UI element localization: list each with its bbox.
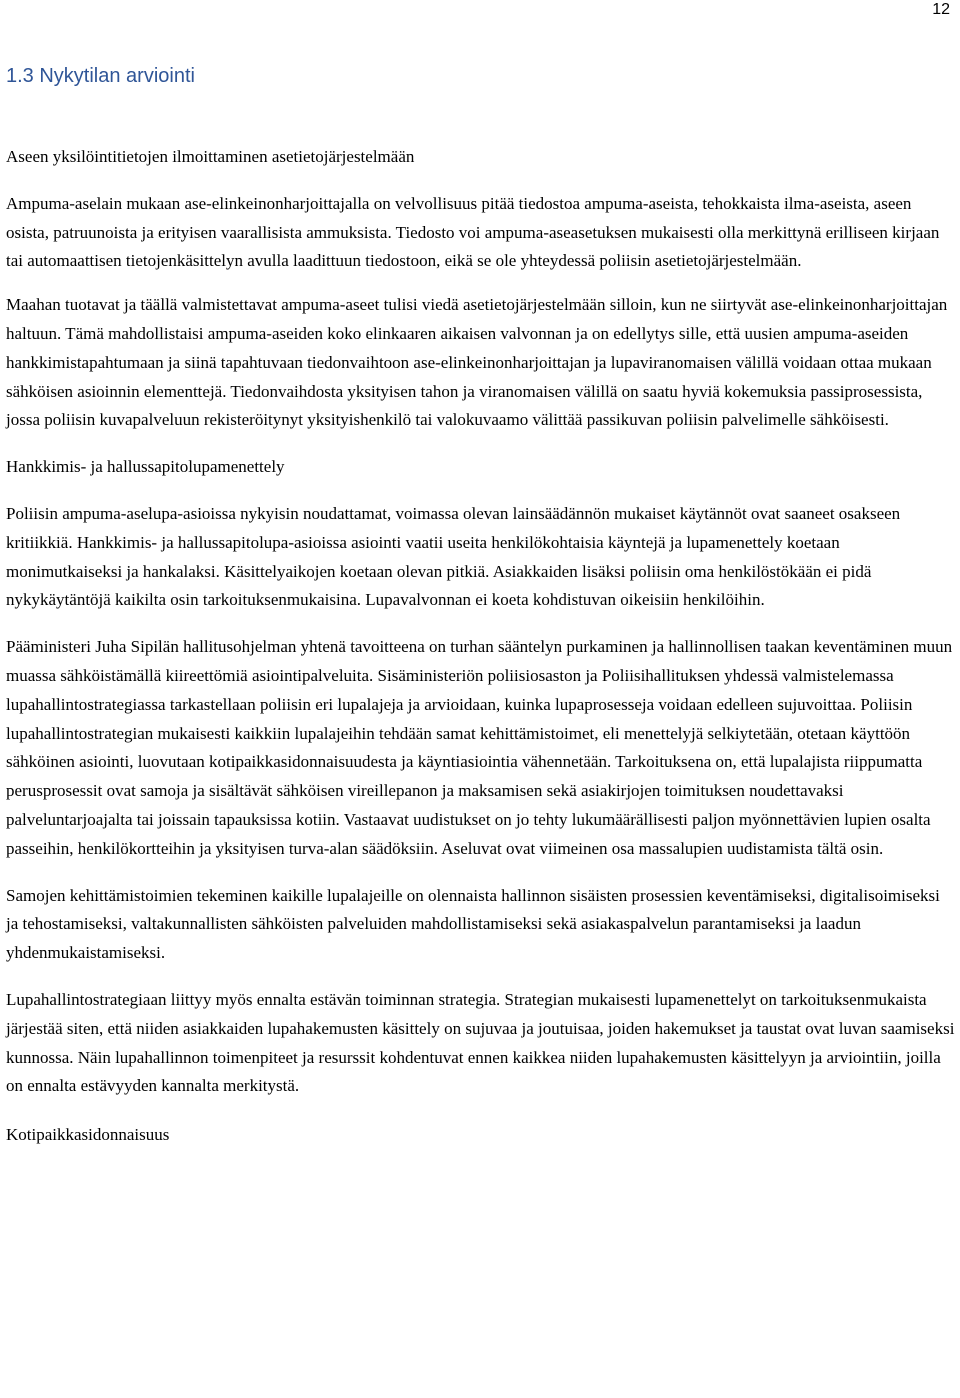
paragraph-permit-criticism: Poliisin ampuma-aselupa-asioissa nykyisin noudattamat, voimassa olevan lainsäädännön mukaiset käytännöt ovat saaneet osakseen kritiikkiä. Hankkimis- ja hallussapitolupa-asioissa asiointi vaatii useita henkilökohtaisia käyntejä ja lupamenettely koetaan monimutkaiseksi ja hankalaksi. Käsittelyaikojen koetaan olevan pitkiä. Asiakkaiden lisäksi poliisin oma henkilöstökään ei pidä nykykäytäntöjä kaikilta osin tarkoituksenmukaisina. Lupavalvonnan ei koeta kohdistuvan oikeisiin henkilöihin. [6, 503, 901, 610]
paragraph-government-programme: Pääministeri Juha Sipilän hallitusohjelman yhtenä tavoitteena on turhan sääntelyn purkaminen ja hallinnollisen taakan keventäminen muun muassa sähköistämällä kiireettömiä asiointipalveluita. Sisäministeriön poliisiosaston ja Poliisihallituksen yhdessä valmistelemassa lupahallintostrategiassa tarkastellaan poliisin eri lupalajeja ja arvioidaan, kuinka lupaprosesseja voidaan edelleen sujuvoittaa. Poliisin lupahallintostrategian mukaisesti kaikkiin lupalajeihin tehdään samat kehittämistoimet, eli menettelyjä selkiytetään, otetaan käyttöön sähköinen asiointi, luovutaan kotipaikkasidonnaisuudesta ja käyntiasiointia vähennetään. Tarkoituksena on, että lupalajista riippumatta perusprosessit ovat samoja ja sisältävät sähköisen vireillepanon ja maksamisen sekä asiakirjojen toimituksen noudettavaksi palveluntarjoajalta tai joissain tapauksissa kotiin. Vastaavat uudistukset on jo tehty lukumäärällisesti paljon myönnettävien lupien osalta passeihin, henkilökortteihin ja yksityisen turva-alan säädöksiin. Aseluvat ovat viimeinen osa massalupien uudistamista tältä osin. [6, 637, 953, 858]
subheading-domicile: Kotipaikkasidonnaisuus [6, 1125, 170, 1145]
paragraph-firearms-dealer-records: Ampuma-aselain mukaan ase-elinkeinonharjoittajalla on velvollisuus pitää tiedostoa ampuma-aseista, tehokkaista ilma-aseista, aseen osista, patruunoista ja erityisen vaarallisista ammuksista. Tiedosto voi ampuma-aseasetuksen mukaisesti olla merkittynä erilliseen kirjaan tai automaattisen tietojenkäsittelyn avulla laadittuun tiedostoon, eikä se ole yhteydessä poliisin asetietojärjestelmään. [6, 193, 940, 271]
document-body [6, 143, 956, 1150]
paragraph-preventive-strategy: Lupahallintostrategiaan liittyy myös ennalta estävän toiminnan strategia. Strategian mukaisesti lupamenettelyt on tarkoituksenmukaista järjestää siten, että niiden asiakkaiden lupahakemusten käsittely on sujuvaa ja joutuisaa, joiden hakemukset ja taustat ovat luvan saamiseksi kunnossa. Näin lupahallinnon toimenpiteet ja resurssit kohdentuvat ennen kaikkea niiden lupahakemusten käsittelyyn ja arviointiin, joilla on ennalta estävyyden kannalta merkitystä. [6, 989, 955, 1096]
paragraph-weapon-lifecycle: Maahan tuotavat ja täällä valmistettavat ampuma-aseet tulisi viedä asetietojärjestelmään silloin, kun ne siirtyvät ase-elinkeinonharjoittajan haltuun. Tämä mahdollistaisi ampuma-aseiden koko elinkaaren aikaisen valvonnan ja on edellytys sille, että uusien ampuma-aseiden hankkimistapahtumaan ja siinä tapahtuvaan tiedonvaihtoon ase-elinkeinonharjoittajan ja lupaviranomaisen välillä voidaan ottaa mukaan sähköisen asioinnin elementtejä. Tiedonvaihdosta yksityisen tahon ja viranomaisen välillä on saatu hyviä kokemuksia passiprosessista, jossa poliisin kuvapalveluun rekisteröitynyt yksityishenkilö tai valokuvaamo välittää passikuvan poliisin palvelimelle sähköisesti. [6, 295, 948, 430]
section-heading: 1.3 Nykytilan arviointi [6, 65, 195, 87]
subheading-registration: Aseen yksilöintitietojen ilmoittaminen asetietojärjestelmään [6, 147, 415, 166]
subheading-permit-procedure: Hankkimis- ja hallussapitolupamenettely [6, 457, 285, 477]
page-number: 12 [932, 1, 950, 18]
paragraph-development-measures: Samojen kehittämistoimien tekeminen kaikille lupalajeille on olennaista hallinnon sisäisten prosessien keventämiseksi, digitalisoimiseksi ja tehostamiseksi, valtakunnallisten sähköisten palveluiden mahdollistamiseksi sekä asiakaspalvelun parantamiseksi ja laadun yhdenmukaistamiseksi. [6, 885, 940, 963]
